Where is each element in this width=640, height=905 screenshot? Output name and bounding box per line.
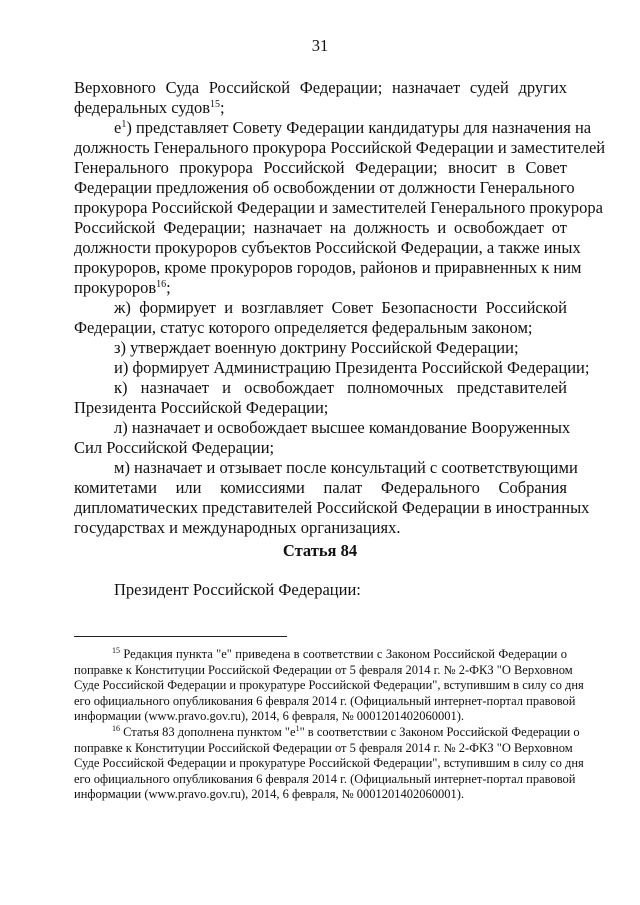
body-line: и) формирует Администрацию Президента Российской Федерации; xyxy=(114,358,590,377)
body-line: Сил Российской Федерации; xyxy=(74,438,275,457)
body-line: Верховного Суда Российской Федерации; назначает судей других xyxy=(74,78,567,97)
body-line: прокурора Российской Федерации и заместителей Генерального прокурора xyxy=(74,198,603,217)
footnote-line: $^{15}$ Редакция пункта "е" приведена в соответствии с Законом Российской Федерации о xyxy=(112,646,568,661)
body-line: прокуроров, кроме прокуроров городов, районов и приравненных к ним xyxy=(74,258,582,277)
footnote-mark-15: 15 xyxy=(112,646,120,655)
article-heading: Статья 84 xyxy=(282,541,358,560)
body-line: Федерации предложения об освобождении от должности Генерального xyxy=(74,178,575,197)
footnote-mark-16: 16 xyxy=(112,724,120,733)
footnote-separator xyxy=(74,636,287,637)
footnote-line: Суде Российской Федерации и прокуратуре Российской Федерации", вступившим в силу со дня xyxy=(74,756,584,770)
body-line: Федерации, статус которого определяется федеральным законом; xyxy=(74,318,533,337)
body-line: Российской Федерации; назначает на должность и освобождает от xyxy=(74,218,567,237)
footnote-line: Суде Российской Федерации и прокуратуре Российской Федерации", вступившим в силу со дня xyxy=(74,678,584,692)
footnote-line: информации (www.pravo.gov.ru), 2014, 6 февраля, № 0001201402060001). xyxy=(74,787,465,801)
body-line: л) назначает и освобождает высшее командование Вооруженных xyxy=(114,418,571,437)
body-line: Генерального прокурора Российской Федерации; вносит в Совет xyxy=(74,158,567,177)
body-line: к) назначает и освобождает полномочных представителей xyxy=(114,378,567,397)
body-line: федеральных судов$^{15}$; xyxy=(74,98,225,117)
body-line: ж) формирует и возглавляет Совет Безопасности Российской xyxy=(114,298,567,317)
footnote-line: $^{16}$ Статья 83 дополнена пунктом "$е^1$" в соответствии с Законом Российской Федерации о xyxy=(112,724,580,739)
footnote-line: поправке к Конституции Российской Федерации от 5 февраля 2014 г. № 2-ФКЗ "О Верховном xyxy=(74,662,573,677)
body-line: прокуроров$^{16}$; xyxy=(74,278,171,297)
body-line: м) назначает и отзывает после консультаций с соответствующими xyxy=(114,458,578,477)
page-number: 31 xyxy=(311,36,329,55)
body-line: $е^1$) представляет Совету Федерации кандидатуры для назначения на xyxy=(114,118,592,137)
footnote-ref-15[interactable]: 15 xyxy=(210,99,221,110)
footnote-line: его официального опубликования 6 февраля 2014 г. (Официальный интернет-портал правовой xyxy=(74,771,576,786)
article-intro: Президент Российской Федерации: xyxy=(114,580,361,599)
footnote-line: информации (www.pravo.gov.ru), 2014, 6 февраля, № 0001201402060001). xyxy=(74,709,465,723)
body-line: з) утверждает военную доктрину Российской Федерации; xyxy=(114,338,519,357)
body-line: Президента Российской Федерации; xyxy=(74,398,329,417)
footnote-line: его официального опубликования 6 февраля 2014 г. (Официальный интернет-портал правовой xyxy=(74,693,576,708)
body-line: комитетами или комиссиями палат Федерального Собрания xyxy=(74,478,567,497)
body-line: государствах и международных организациях. xyxy=(74,518,401,537)
footnote-ref-16[interactable]: 16 xyxy=(156,279,167,290)
body-line: дипломатических представителей Российской Федерации в иностранных xyxy=(74,498,590,517)
footnote-line: поправке к Конституции Российской Федерации от 5 февраля 2014 г. № 2-ФКЗ "О Верховном xyxy=(74,740,573,755)
body-line: должности прокуроров субъектов Российской Федерации, а также иных xyxy=(74,238,581,257)
body-line: должность Генерального прокурора Российской Федерации и заместителей xyxy=(74,138,606,157)
